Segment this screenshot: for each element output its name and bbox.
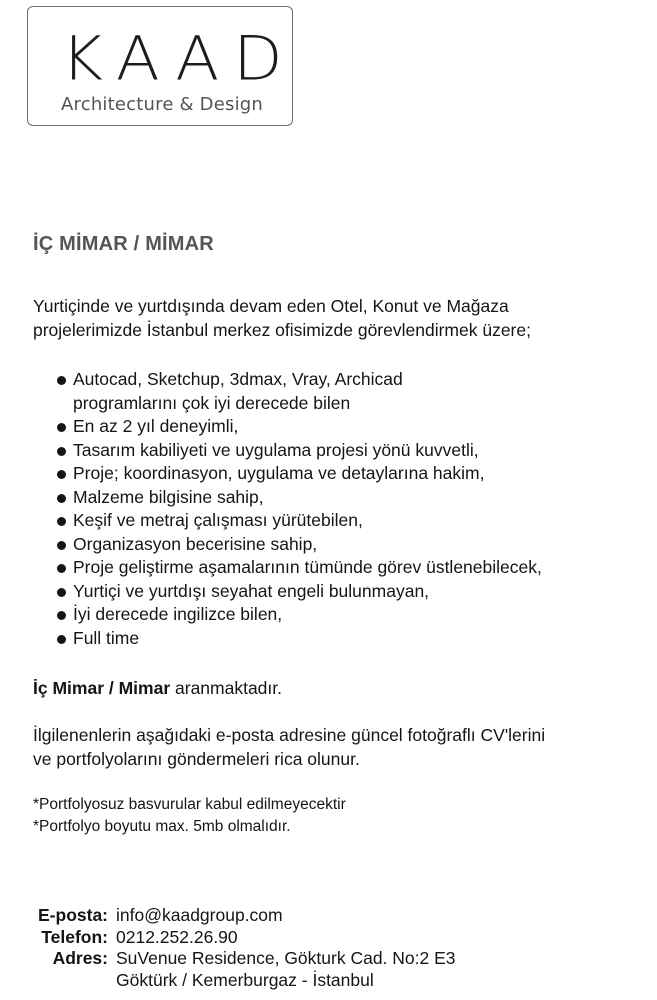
phone-label: Telefon: — [41, 926, 108, 947]
job-title: İÇ MİMAR / MİMAR — [33, 233, 214, 255]
company-logo — [27, 6, 297, 126]
size-note: *Portfolyo boyutu max. 5mb olmalıdır. — [33, 818, 291, 835]
apply-line: ve portfolyolarını göndermeleri rica olunur. — [33, 749, 360, 769]
contact-info — [24, 905, 456, 991]
list-item: Malzeme bilgisine sahip, — [56, 486, 542, 510]
requirement-text: Autocad, Sketchup, 3dmax, Vray, Archicad — [73, 369, 403, 389]
address-line: Göktürk / Kemerburgaz - İstanbul — [116, 969, 374, 990]
seeking-position: İç Mimar / Mimar — [33, 678, 171, 698]
portfolio-note: *Portfolyosuz basvurular kabul edilmeyecektir — [33, 796, 346, 813]
address-label: Adres: — [52, 948, 108, 968]
list-item: Organizasyon becerisine sahip, — [56, 533, 542, 557]
list-item: Full time — [56, 627, 542, 651]
list-item — [56, 368, 542, 415]
list-item: Proje; koordinasyon, uygulama ve detaylarına hakim, — [56, 462, 542, 486]
email-label: E-posta: — [38, 905, 108, 925]
list-item: İyi derecede ingilizce bilen, — [56, 603, 542, 627]
apply-line: İlgilenenlerin aşağıdaki e-posta adresine güncel fotoğraflı CV'lerini — [33, 725, 546, 745]
list-item: Tasarım kabiliyeti ve uygulama projesi yönü kuvvetli, — [56, 439, 542, 463]
phone-value[interactable]: 0212.252.26.90 — [116, 926, 238, 947]
list-item: Proje geliştirme aşamalarının tümünde görev üstlenebilecek, — [56, 556, 542, 580]
intro-line: projelerimizde İstanbul merkez ofisimizde görevlendirmek üzere; — [33, 320, 531, 340]
apply-paragraph — [33, 723, 545, 771]
intro-paragraph — [33, 294, 531, 342]
list-item: Yurtiçi ve yurtdışı seyahat engeli bulunmayan, — [56, 580, 542, 604]
list-item: En az 2 yıl deneyimli, — [56, 415, 542, 439]
logo-wordmark: KAAD — [61, 24, 297, 95]
seeking-statement — [33, 676, 282, 700]
requirement-text: programlarını çok iyi derecede bilen — [73, 392, 351, 413]
email-value[interactable]: info@kaadgroup.com — [116, 905, 283, 925]
seeking-rest: aranmaktadır. — [170, 678, 283, 698]
intro-line: Yurtiçinde ve yurtdışında devam eden Otel, Konut ve Mağaza — [33, 296, 509, 316]
notes — [33, 794, 346, 838]
address-value — [116, 948, 456, 991]
logo-tagline: Architecture & Design — [61, 94, 264, 115]
address-line: SuVenue Residence, Gökturk Cad. No:2 E3 — [116, 948, 456, 968]
list-item: Keşif ve metraj çalışması yürütebilen, — [56, 509, 542, 533]
requirements-list — [56, 368, 542, 650]
